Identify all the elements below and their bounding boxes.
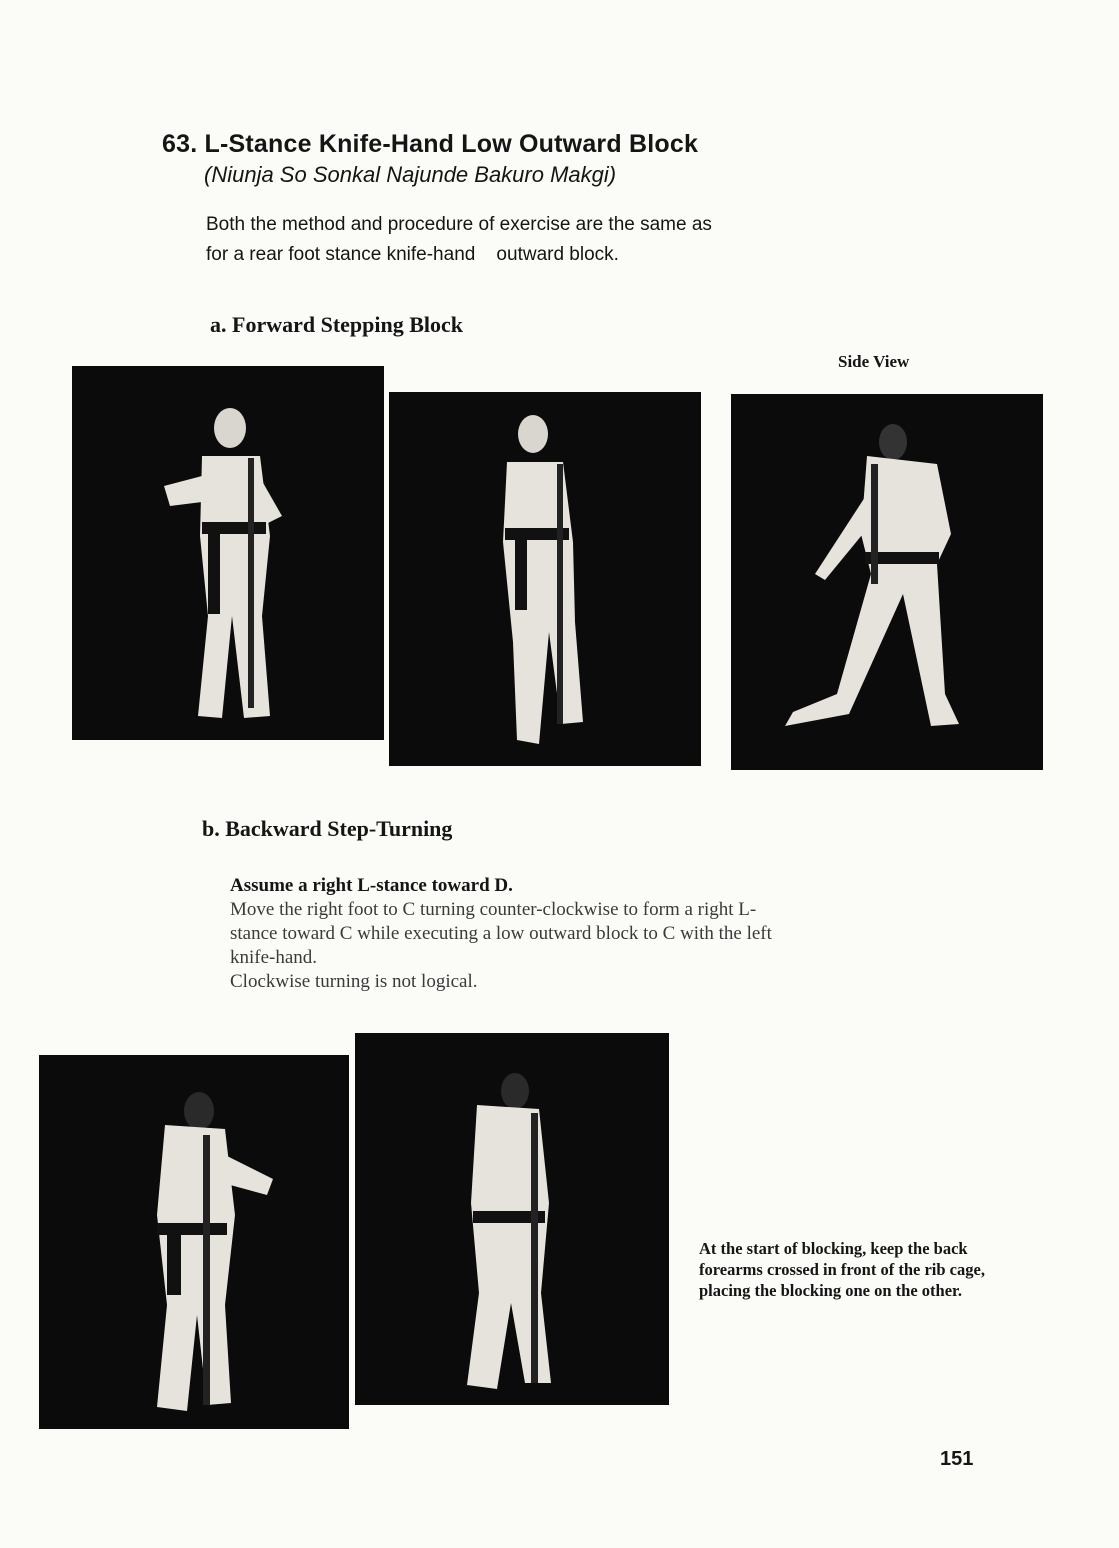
- intro-line: Both the method and procedure of exercise are the same as: [206, 214, 712, 235]
- part-a-heading: a. Forward Stepping Block: [210, 312, 464, 337]
- practitioner-figure: [355, 1033, 669, 1405]
- instruction-lead: Assume a right L-stance toward D.: [230, 875, 513, 896]
- part-b-heading: b. Backward Step-Turning: [202, 816, 453, 841]
- photo-backward-turn-1: [39, 1055, 349, 1429]
- section-title: 63. L-Stance Knife-Hand Low Outward Block: [162, 130, 699, 158]
- practitioner-figure: [731, 394, 1043, 770]
- instruction-line: knife-hand.: [230, 947, 318, 968]
- photo-forward-step-2: [389, 392, 701, 766]
- practitioner-figure: [72, 366, 384, 740]
- side-view-label: Side View: [838, 352, 910, 371]
- photo-side-view: [731, 394, 1043, 770]
- blocking-note: At the start of blocking, keep the back forearms crossed in front of the rib cage, placing the blocking one on the other.: [699, 1239, 985, 1300]
- practitioner-figure: [389, 392, 701, 766]
- photo-backward-turn-2: [355, 1033, 669, 1405]
- turning-instructions: [230, 874, 970, 994]
- instruction-line: stance toward C while executing a low outward block to C with the left: [230, 923, 772, 944]
- intro-paragraph: [206, 210, 712, 270]
- photo-forward-step-1: [72, 366, 384, 740]
- instruction-line: Clockwise turning is not logical.: [230, 971, 478, 992]
- section-subtitle: (Niunja So Sonkal Najunde Bakuro Makgi): [204, 162, 617, 187]
- practitioner-figure: [39, 1055, 349, 1429]
- intro-line: for a rear foot stance knife-hand outward block.: [206, 244, 619, 265]
- page-number: 151: [940, 1448, 974, 1470]
- instruction-line: Move the right foot to C turning counter-clockwise to form a right L-: [230, 899, 757, 920]
